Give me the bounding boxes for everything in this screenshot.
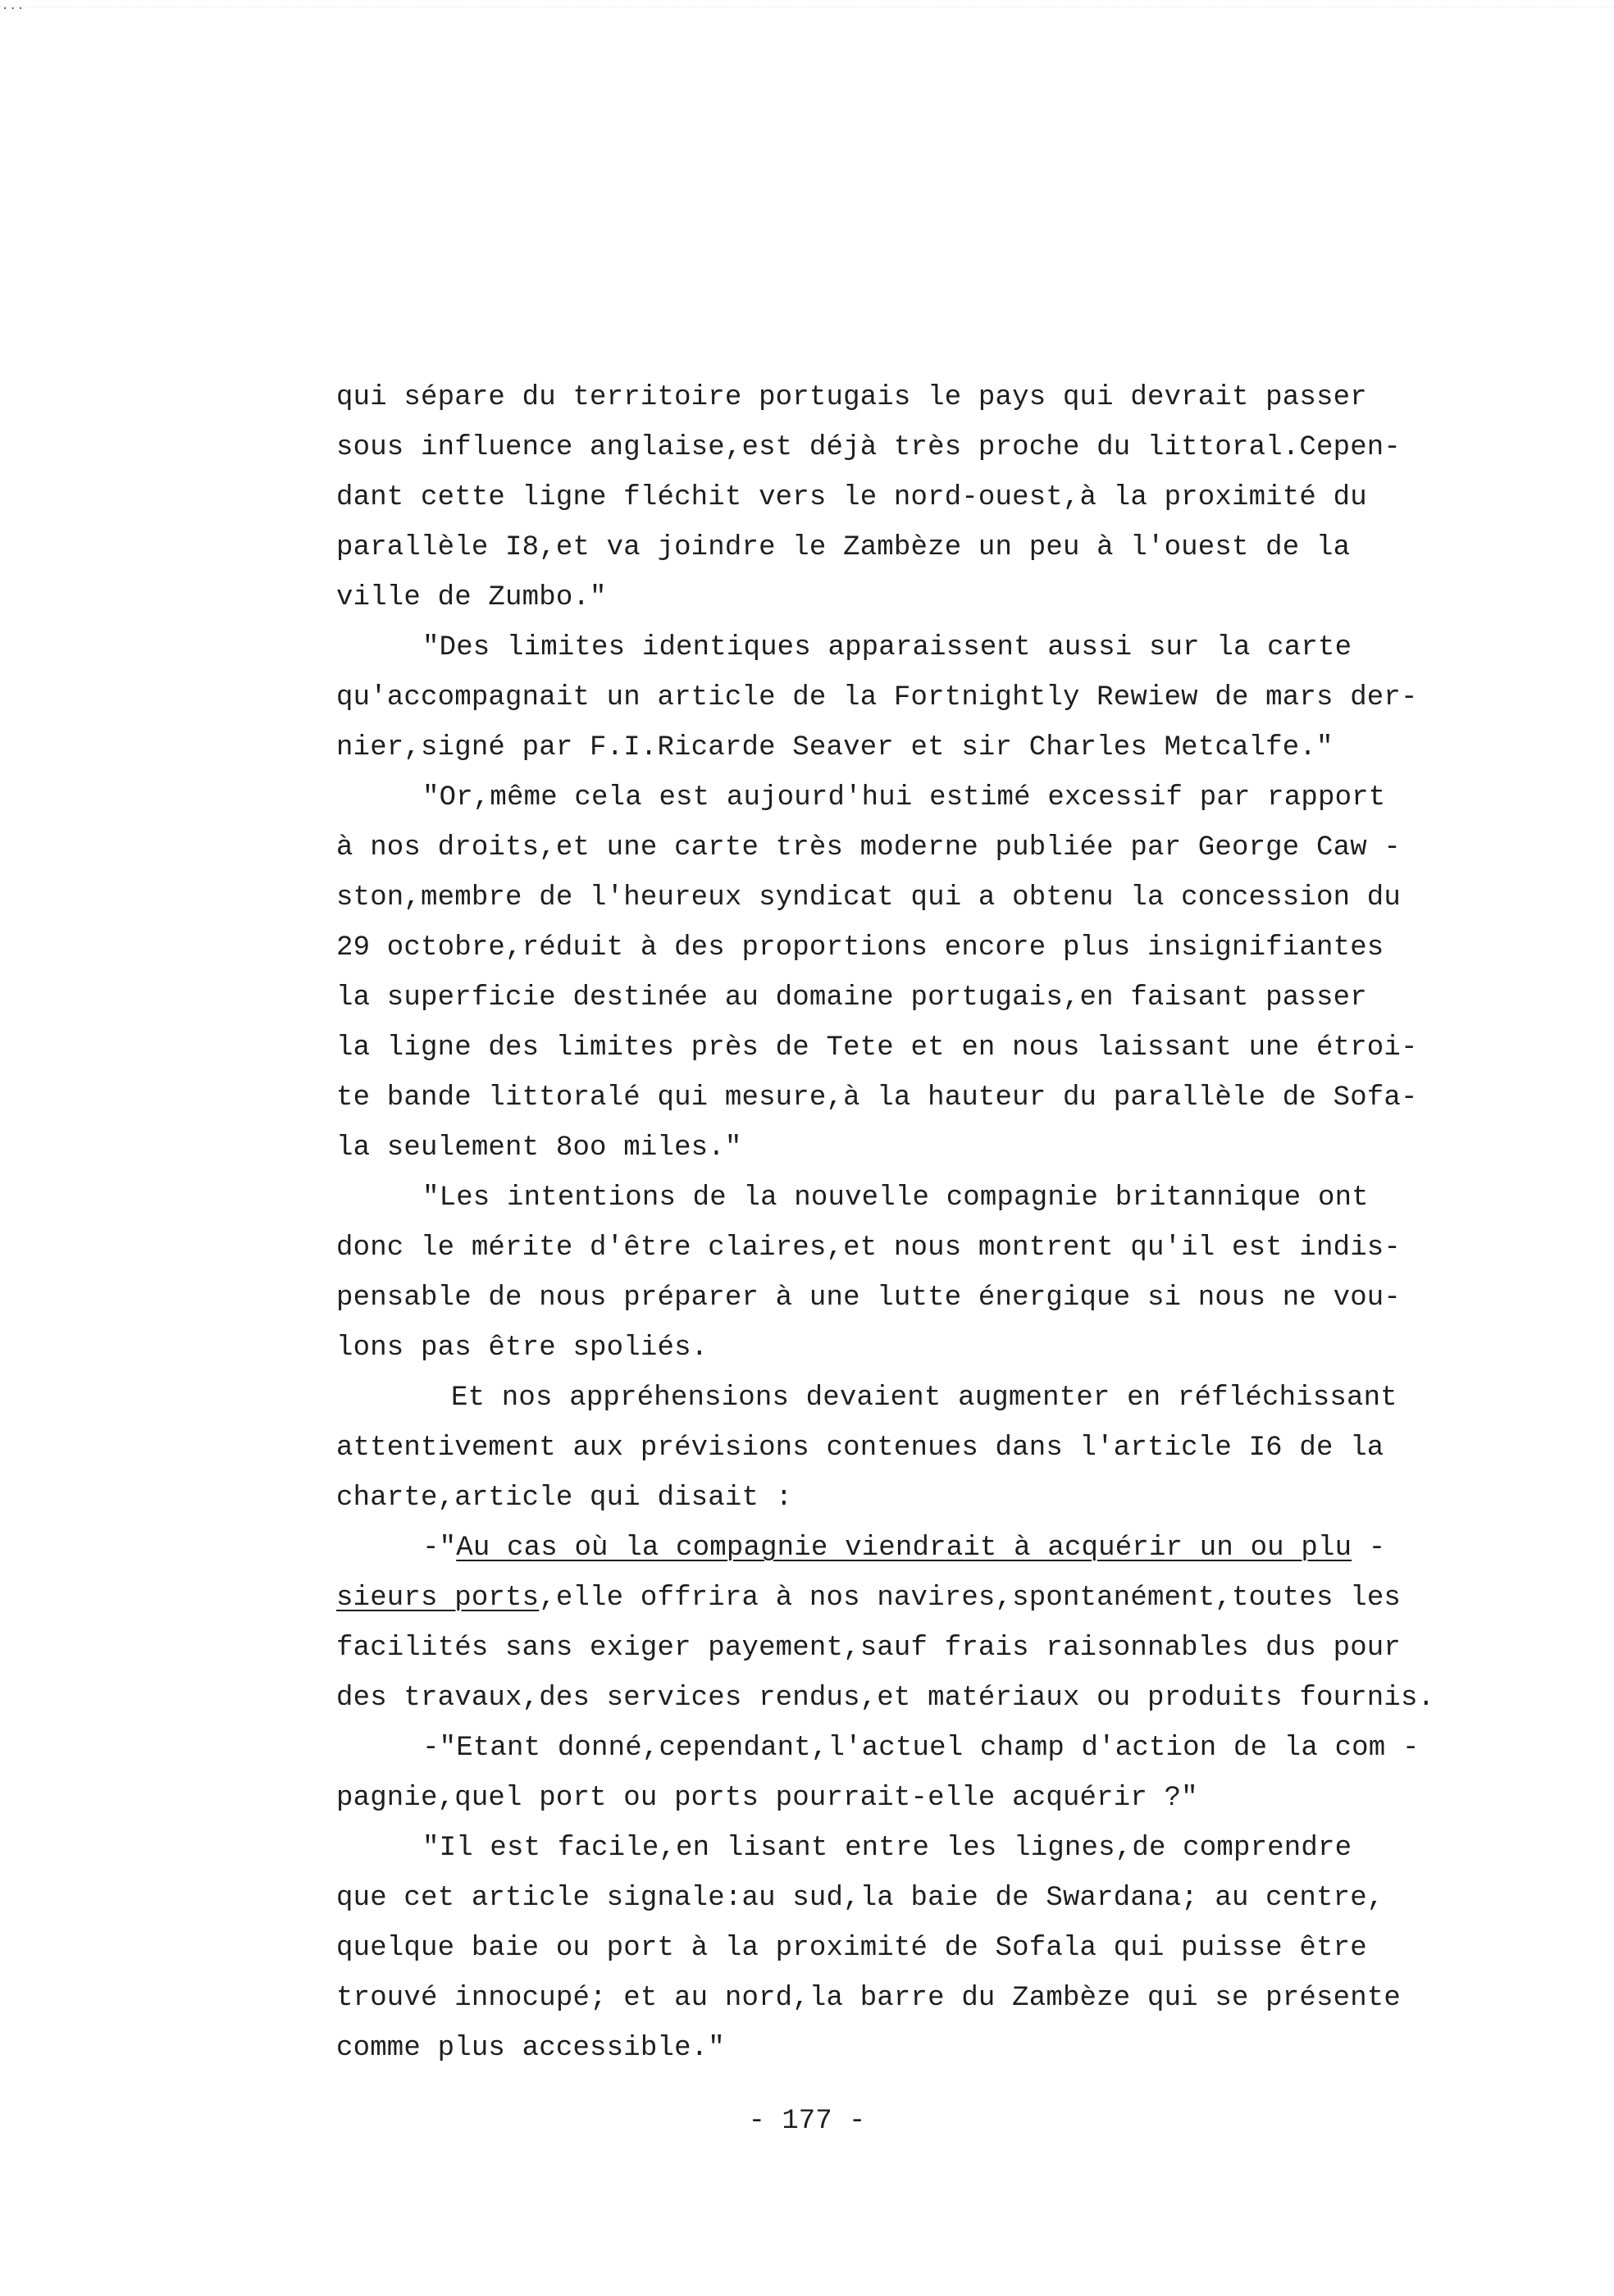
quote-suffix: -: [1352, 1533, 1386, 1564]
text-line-quoted: [336, 1524, 1484, 1574]
text-line-quoted: [336, 1574, 1484, 1624]
text-line: la seulement 8oo miles.": [336, 1132, 742, 1164]
text-line: qu'accompagnait un article de la Fortnightly Rewiew de mars der-: [336, 682, 1418, 713]
text-line: comme plus accessible.": [336, 2033, 725, 2064]
text-line: "Or,même cela est aujourd'hui estimé excessif par rapport: [422, 782, 1386, 813]
text-line: facilités sans exiger payement,sauf frais raisonnables dus pour: [336, 1633, 1402, 1664]
text-line: que cet article signale:au sud,la baie de Swardana; au centre,: [336, 1883, 1384, 1914]
text-line: des travaux,des services rendus,et matériaux ou produits fournis.: [336, 1683, 1435, 1714]
text-line: "Des limites identiques apparaissent aussi sur la carte: [422, 632, 1352, 663]
text-line: pensable de nous préparer à une lutte énergique si nous ne vou-: [336, 1282, 1402, 1314]
quote-prefix: -": [422, 1533, 457, 1564]
text-line: trouvé innocupé; et au nord,la barre du Zambèze qui se présente: [336, 1983, 1402, 2014]
text-line: lons pas être spoliés.: [336, 1332, 709, 1364]
text-line: te bande littoralé qui mesure,à la hauteur du parallèle de Sofa-: [336, 1082, 1418, 1114]
text-line: quelque baie ou port à la proximité de Sofala qui puisse être: [336, 1933, 1367, 1964]
quote-suffix: ,elle offrira à nos navires,spontanément,toutes les: [539, 1583, 1402, 1614]
text-line: "Il est facile,en lisant entre les lignes,de comprendre: [422, 1833, 1352, 1864]
text-line: nier,signé par F.I.Ricarde Seaver et sir Charles Metcalfe.": [336, 732, 1334, 763]
text-line: charte,article qui disait :: [336, 1483, 793, 1514]
text-line: attentivement aux prévisions contenues dans l'article I6 de la: [336, 1433, 1384, 1464]
body-text: [336, 373, 1484, 2074]
page-number: - 177 -: [748, 2106, 866, 2137]
text-line: parallèle I8,et va joindre le Zambèze un peu à l'ouest de la: [336, 532, 1351, 563]
text-line: à nos droits,et une carte très moderne publiée par George Caw -: [336, 832, 1402, 863]
text-line: la ligne des limites près de Tete et en nous laissant une étroi-: [336, 1032, 1418, 1064]
text-line: -"Etant donné,cependant,l'actuel champ d'action de la com -: [422, 1733, 1420, 1764]
underlined-text: sieurs ports: [336, 1583, 540, 1614]
text-line: la superficie destinée au domaine portugais,en faisant passer: [336, 982, 1367, 1014]
text-line: pagnie,quel port ou ports pourrait-elle acquérir ?": [336, 1783, 1198, 1814]
text-line: donc le mérite d'être claires,et nous montrent qu'il est indis-: [336, 1232, 1402, 1264]
scan-edge-noise: [0, 0, 1614, 7]
text-line: dant cette ligne fléchit vers le nord-ouest,à la proximité du: [336, 482, 1367, 513]
corner-mark: ...: [2, 0, 25, 13]
text-line: 29 octobre,réduit à des proportions encore plus insignifiantes: [336, 932, 1384, 963]
underlined-text: Au cas où la compagnie viendrait à acquérir un ou plu: [456, 1533, 1352, 1564]
text-line: ston,membre de l'heureux syndicat qui a obtenu la concession du: [336, 882, 1402, 913]
text-line: Et nos appréhensions devaient augmenter en réfléchissant: [451, 1383, 1397, 1414]
text-line: qui sépare du territoire portugais le pays qui devrait passer: [336, 382, 1367, 413]
text-line: sous influence anglaise,est déjà très proche du littoral.Cepen-: [336, 432, 1402, 463]
text-line: ville de Zumbo.": [336, 582, 607, 613]
text-line: "Les intentions de la nouvelle compagnie britannique ont: [422, 1182, 1369, 1214]
